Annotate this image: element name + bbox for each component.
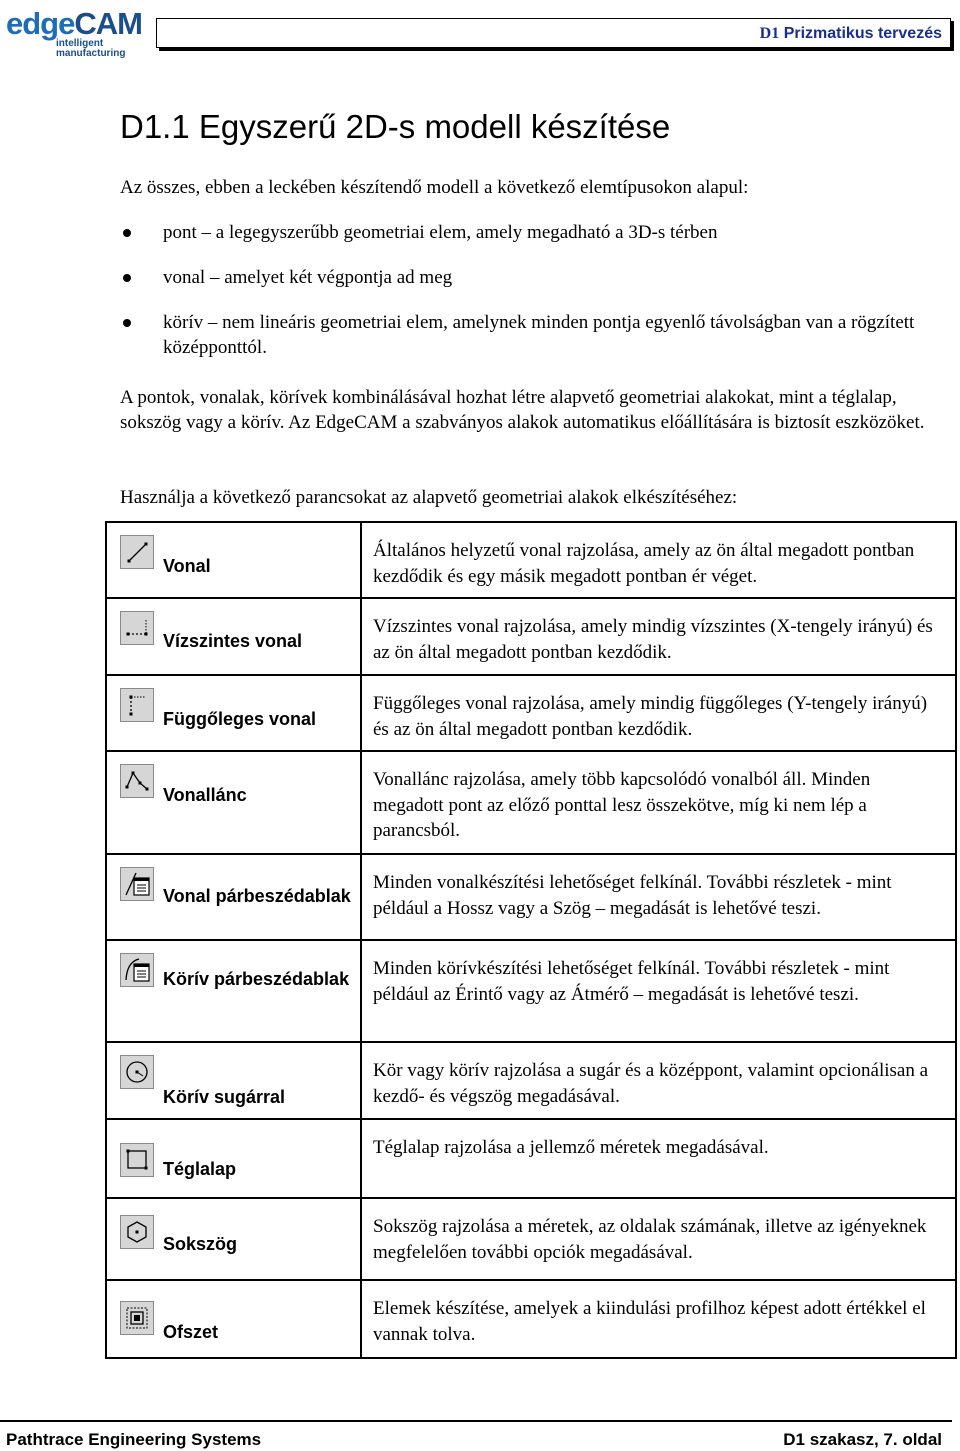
footer-divider <box>0 1420 952 1422</box>
command-description: Vonallánc rajzolása, amely több kapcsolódó vonalból áll. Minden megadott pont az előző ponttal lesz összekötve, míg ki nem lép a parancsból. <box>361 751 956 854</box>
command-name: Vonal <box>163 556 211 576</box>
combination-paragraph: A pontok, vonalak, körívek kombinálásával hozhat létre alapvető geometriai alakokat, mint a téglalap, sokszög vagy a körív. Az EdgeCAM a szabványos alakok automatikus előállítására is biztosít eszközöket. <box>120 387 925 433</box>
command-description: Sokszög rajzolása a méretek, az oldalak számának, illetve az igényeknek megfelelően további opciók megadásával. <box>361 1198 956 1280</box>
table-row <box>106 1280 956 1358</box>
command-description: Kör vagy körív rajzolása a sugár és a középpont, valamint opcionálisan a kezdő- és végszög megadásával. <box>361 1042 956 1119</box>
table-row <box>106 1198 956 1280</box>
command-description: Elemek készítése, amelyek a kiindulási profilhoz képest adott értékkel el vannak tolva. <box>361 1280 956 1358</box>
command-name: Függőleges vonal <box>163 709 317 729</box>
command-description: Minden körívkészítési lehetőséget felkínál. További részletek - mint például az Érintő vagy az Átmérő – megadását is lehetővé teszi. <box>361 940 956 1042</box>
rectangle-icon <box>120 1143 154 1177</box>
command-name: Körív párbeszédablak <box>163 969 350 989</box>
command-description: Függőleges vonal rajzolása, amely mindig függőleges (Y-tengely irányú) és az ön által megadott pontban kezdődik. <box>361 675 956 751</box>
table-row <box>106 940 956 1042</box>
command-name: Vonallánc <box>163 785 247 805</box>
table-row <box>106 1042 956 1119</box>
arc-radius-icon <box>120 1055 154 1089</box>
command-name: Téglalap <box>163 1159 237 1179</box>
list-item: vonal – amelyet két végpontja ad meg <box>120 265 950 290</box>
offset-icon <box>120 1301 154 1335</box>
footer-page-number: D1 szakasz, 7. oldal <box>783 1430 942 1449</box>
section-title: D1 Prizmatikus tervezés <box>759 25 942 42</box>
polyline-icon <box>120 764 154 798</box>
table-row <box>106 1119 956 1198</box>
command-name: Sokszög <box>163 1234 238 1254</box>
edgecam-logo: edgeCAM intelligent manufacturing <box>6 6 142 59</box>
command-name: Körív sugárral <box>163 1087 286 1107</box>
command-name: Ofszet <box>163 1322 219 1342</box>
line-icon <box>120 535 154 569</box>
list-item: körív – nem lineáris geometriai elem, amelynek minden pontja egyenlő távolságban van a rögzített középponttól. <box>120 310 950 360</box>
intro-paragraph: Az összes, ebben a leckében készítendő modell a következő elemtípusokon alapul: <box>120 177 749 198</box>
list-item: pont – a legegyszerűbb geometriai elem, amely megadható a 3D-s térben <box>120 220 950 245</box>
table-row <box>106 675 956 751</box>
command-name: Vonal párbeszédablak <box>163 886 351 906</box>
command-description: Vízszintes vonal rajzolása, amely mindig vízszintes (X-tengely irányú) és az ön által megadott pontban kezdődik. <box>361 598 956 675</box>
arc-dialog-icon <box>120 953 154 987</box>
vertical-line-icon <box>120 688 154 722</box>
page-title: D1.1 Egyszerű 2D-s modell készítése <box>120 108 671 145</box>
command-name: Vízszintes vonal <box>163 631 303 651</box>
horizontal-line-icon <box>120 611 154 645</box>
table-row <box>106 522 956 598</box>
table-row <box>106 854 956 940</box>
line-dialog-icon <box>120 867 154 901</box>
command-description: Minden vonalkészítési lehetőséget felkínál. További részletek - mint például a Hossz vagy a Szög – megadását is lehetővé teszi. <box>361 854 956 940</box>
table-row <box>106 751 956 854</box>
footer-company: Pathtrace Engineering Systems <box>6 1430 262 1449</box>
commands-intro: Használja a következő parancsokat az alapvető geometriai alakok elkészítéséhez: <box>120 487 738 508</box>
element-type-list <box>120 220 950 380</box>
command-description: Általános helyzetű vonal rajzolása, amely az ön által megadott pontban kezdődik és egy másik megadott pontban ér véget. <box>361 522 956 598</box>
command-description: Téglalap rajzolása a jellemző méretek megadásával. <box>361 1119 956 1198</box>
table-row <box>106 598 956 675</box>
command-table <box>105 521 957 1359</box>
polygon-icon <box>120 1215 154 1249</box>
section-header <box>156 18 951 48</box>
